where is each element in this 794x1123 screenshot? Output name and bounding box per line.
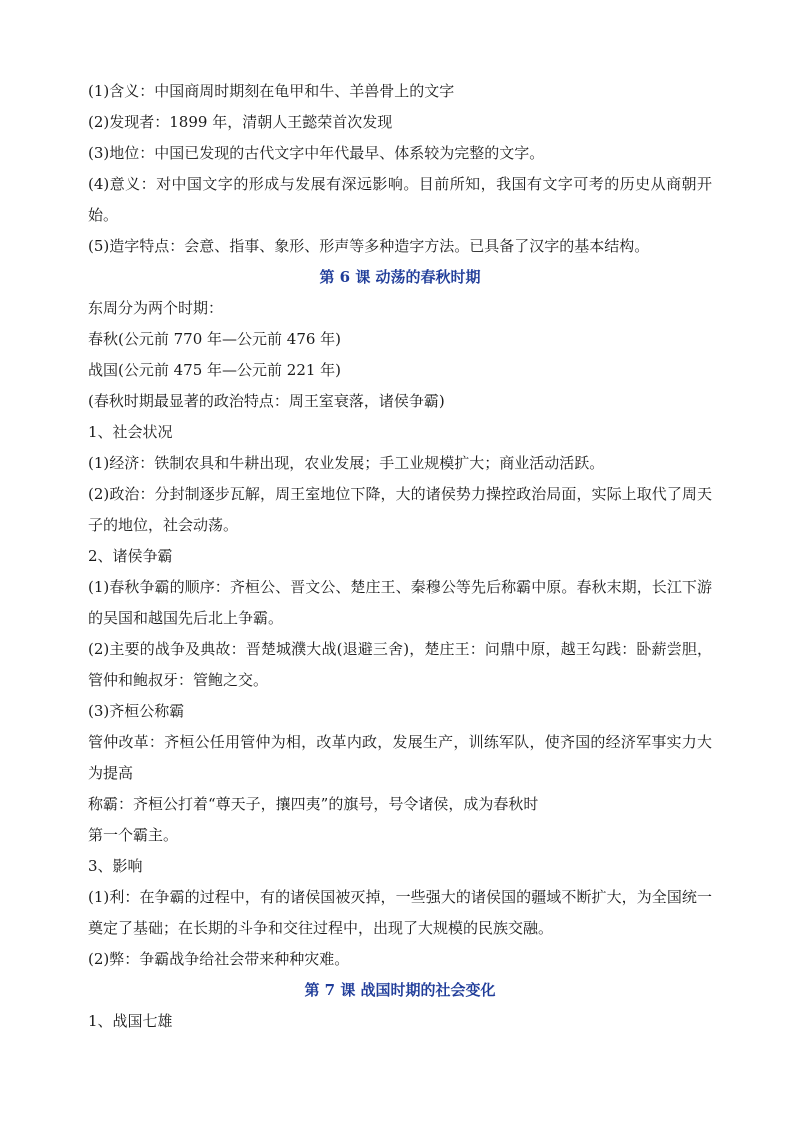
impact-heading: 3、影响 xyxy=(88,857,143,875)
social-politics: (2)政治：分封制逐步瓦解，周王室地位下降，大的诸侯势力操控政治局面，实际上取代了周天子的地位，社会动荡。 xyxy=(88,485,712,534)
oracle-discoverer: (2)发现者：1899 年，清朝人王懿荣首次发现 xyxy=(88,113,393,131)
social-economy: (1)经济：铁制农具和牛耕出现，农业发展；手工业规模扩大；商业活动活跃。 xyxy=(88,454,605,472)
hegemony-order: (1)春秋争霸的顺序：齐桓公、晋文公、楚庄王、秦穆公等先后称霸中原。春秋末期，长江下游的吴国和越国先后北上争霸。 xyxy=(88,578,712,627)
oracle-significance: (4)意义：对中国文字的形成与发展有深远影响。目前所知，我国有文字可考的历史从商朝开始。 xyxy=(88,175,712,224)
spring-autumn-period: 春秋(公元前 770 年—公元前 476 年) xyxy=(88,330,342,348)
lesson7-title: 第 7 课 战国时期的社会变化 xyxy=(304,981,496,999)
hegemony-wars: (2)主要的战争及典故：晋楚城濮大战(退避三舍)，楚庄王：问鼎中原，越王勾践：卧薪尝胆，管仲和鲍叔牙：管鲍之交。 xyxy=(88,640,712,689)
eastern-zhou-intro: 东周分为两个时期： xyxy=(88,299,224,317)
warring-states-period: 战国(公元前 475 年—公元前 221 年) xyxy=(88,361,342,379)
spring-autumn-feature: (春秋时期最显著的政治特点：周王室衰落，诸侯争霸) xyxy=(88,392,445,410)
oracle-meaning: (1)含义：中国商周时期刻在龟甲和牛、羊兽骨上的文字 xyxy=(88,82,455,100)
guan-zhong-reform: 管仲改革：齐桓公任用管仲为相，改革内政，发展生产，训练军队，使齐国的经济军事实力大为提高 xyxy=(88,733,712,782)
hegemony-claim-1: 称霸：齐桓公打着“尊天子，攘四夷”的旗号，号令诸侯，成为春秋时 xyxy=(88,795,539,813)
impact-pro: (1)利：在争霸的过程中，有的诸侯国被灭掉，一些强大的诸侯国的疆域不断扩大，为全国统一奠定了基础；在长期的斗争和交往过程中，出现了大规模的民族交融。 xyxy=(88,888,712,937)
hegemony-claim-2: 第一个霸主。 xyxy=(88,826,179,844)
hegemony-heading: 2、诸侯争霸 xyxy=(88,547,173,565)
qi-hegemony-heading: (3)齐桓公称霸 xyxy=(88,702,185,720)
seven-states-heading: 1、战国七雄 xyxy=(88,1012,173,1030)
social-heading: 1、社会状况 xyxy=(88,423,173,441)
oracle-features: (5)造字特点：会意、指事、象形、形声等多种造字方法。已具备了汉字的基本结构。 xyxy=(88,237,650,255)
lesson6-title: 第 6 课 动荡的春秋时期 xyxy=(319,268,481,286)
oracle-status: (3)地位：中国已发现的古代文字中年代最早、体系较为完整的文字。 xyxy=(88,144,545,162)
document-page xyxy=(88,76,712,1037)
impact-con: (2)弊：争霸战争给社会带来种种灾难。 xyxy=(88,950,350,968)
